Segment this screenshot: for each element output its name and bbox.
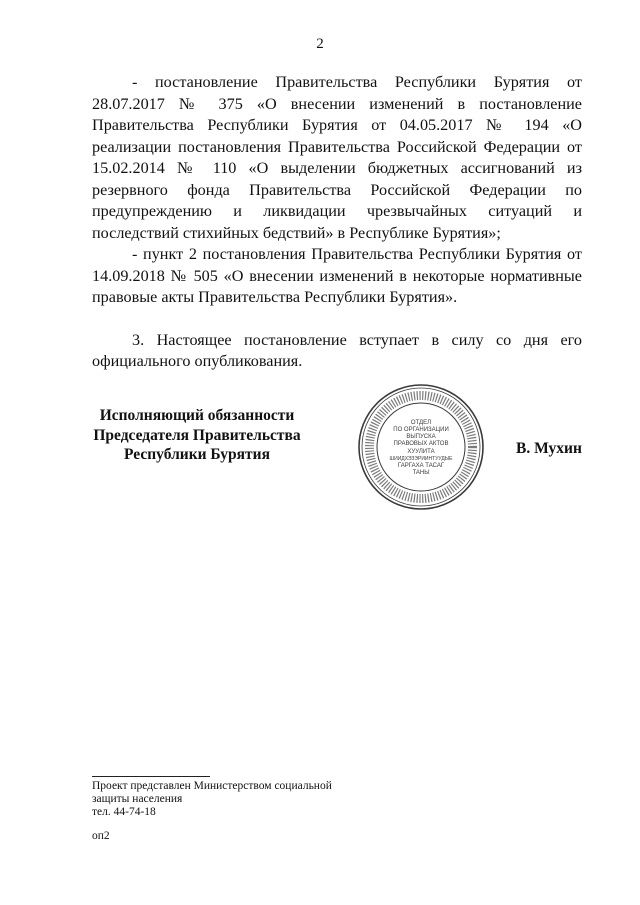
footnote-phone: тел. 44-74-18 <box>92 806 156 818</box>
seal-text: ХУУЛИТА <box>407 449 435 455</box>
signatory-line: Исполняющий обязанности <box>99 407 295 424</box>
signatory-line: Председателя Правительства <box>93 426 301 444</box>
official-seal-icon <box>356 382 486 512</box>
paragraph-clause-2: - пункт 2 постановления Правительства Республики Бурятия от 14.09.2018 № 505 «О внесении изменений в некоторые нормативные правовые акты Правительства Республики Бурятия». <box>92 245 582 306</box>
seal-text: ШИИДХЭЗЭРИИНТУУДЫЕ <box>389 456 453 462</box>
seal-text: ОТДЕЛ <box>410 420 432 426</box>
seal-text: ТАНЫ <box>412 470 430 476</box>
footnote-line: защиты населения <box>92 793 183 805</box>
signatory-title <box>92 406 302 465</box>
footnote <box>92 780 412 819</box>
signer-name: В. Мухин <box>516 440 582 457</box>
footnote-line: Проект представлен Министерством социальной <box>92 780 332 792</box>
seal-text: ВЫПУСКА <box>406 434 436 440</box>
signatory-line: Республики Бурятия <box>124 446 270 463</box>
document-code: оп2 <box>92 830 110 842</box>
seal-text: ГАРГАХА ТАСАГ <box>397 463 445 469</box>
paragraph-resolution-375: - постановление Правительства Республики Бурятия от 28.07.2017 № 375 «О внесении изменений в постановление Правительства Республики Бурятия от 04.05.2017 № 194 «О реализации постановления Правительства Российской Федерации от 15.02.2014 № 110 «О выделении бюджетных ассигнований из резервного фонда Правительства Российской Федерации по предупреждению и ликвидации чрезвычайных ситуаций и последствий стихийных бедствий» в Республике Бурятия»; <box>92 73 582 242</box>
seal-text: ПО ОРГАНИЗАЦИИ <box>393 427 449 433</box>
page-number: 2 <box>316 36 324 52</box>
seal-text: ПРАВОВЫХ АКТОВ <box>393 441 449 447</box>
footnote-divider <box>92 776 210 777</box>
paragraph-effective-date: 3. Настоящее постановление вступает в силу со дня его официального опубликования. <box>92 330 582 370</box>
body-text <box>92 72 582 373</box>
